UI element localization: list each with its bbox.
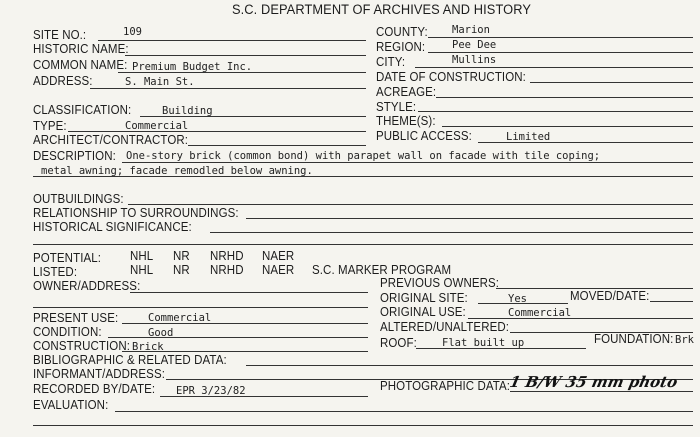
present-use-label: PRESENT USE:	[33, 311, 119, 325]
county-value[interactable]: Marion	[452, 24, 490, 36]
listed-nrhd[interactable]: NRHD	[210, 263, 244, 277]
relationship-label: RELATIONSHIP TO SURROUNDINGS:	[33, 206, 239, 220]
roof-value[interactable]: Flat built up	[442, 337, 525, 349]
address-value[interactable]: S. Main St.	[125, 76, 195, 88]
city-value[interactable]: Mullins	[452, 54, 497, 66]
evaluation-label: EVALUATION:	[33, 398, 109, 412]
foundation-value[interactable]: Brk	[675, 334, 694, 346]
marker-program[interactable]: S.C. MARKER PROGRAM	[312, 263, 452, 277]
site-no-label: SITE NO.:	[33, 28, 87, 42]
altered-label: ALTERED/UNALTERED:	[380, 320, 510, 334]
condition-label: CONDITION:	[33, 325, 102, 339]
architect-label: ARCHITECT/CONTRACTOR:	[33, 133, 189, 147]
classification-label: CLASSIFICATION:	[33, 103, 132, 117]
present-use-value[interactable]: Commercial	[148, 312, 212, 324]
common-name-value[interactable]: Premium Budget Inc.	[132, 61, 253, 73]
photographic-value[interactable]: 1 B/W 35 mm photo	[508, 373, 680, 391]
public-access-label: PUBLIC ACCESS:	[376, 129, 472, 143]
form-title: S.C. DEPARTMENT OF ARCHIVES AND HISTORY	[232, 2, 531, 17]
classification-value[interactable]: Building	[162, 105, 213, 117]
city-label: CITY:	[376, 55, 406, 69]
common-name-label: COMMON NAME:	[33, 58, 128, 72]
listed-nhl[interactable]: NHL	[130, 263, 154, 277]
type-label: TYPE:	[33, 119, 67, 133]
recorded-label: RECORDED BY/DATE:	[33, 382, 156, 396]
construction-value[interactable]: Brick	[132, 341, 164, 353]
potential-nr[interactable]: NR	[173, 249, 190, 263]
description-label: DESCRIPTION:	[33, 149, 116, 163]
address-label: ADDRESS:	[33, 74, 93, 88]
potential-nrhd[interactable]: NRHD	[210, 249, 244, 263]
photographic-label: PHOTOGRAPHIC DATA:	[380, 379, 511, 393]
type-value[interactable]: Commercial	[125, 120, 189, 132]
public-access-value[interactable]: Limited	[506, 131, 551, 143]
date-construction-label: DATE OF CONSTRUCTION:	[376, 70, 526, 84]
description-line-1[interactable]: One-story brick (common bond) with parapet wall on facade with tile coping;	[126, 150, 601, 162]
listed-nr[interactable]: NR	[173, 263, 190, 277]
original-site-value[interactable]: Yes	[508, 293, 527, 305]
original-use-value[interactable]: Commercial	[508, 307, 572, 319]
themes-label: THEME(S):	[376, 114, 436, 128]
listed-naer[interactable]: NAER	[262, 263, 295, 277]
original-site-label: ORIGINAL SITE:	[380, 291, 468, 305]
significance-label: HISTORICAL SIGNIFICANCE:	[33, 220, 192, 234]
condition-value[interactable]: Good	[148, 327, 174, 339]
moved-date-label: MOVED/DATE:	[570, 289, 650, 303]
county-label: COUNTY:	[376, 25, 428, 39]
outbuildings-label: OUTBUILDINGS:	[33, 192, 124, 206]
original-use-label: ORIGINAL USE:	[380, 305, 466, 319]
site-no-value[interactable]: 109	[123, 26, 142, 38]
previous-owners-label: PREVIOUS OWNERS:	[380, 276, 500, 290]
informant-label: INFORMANT/ADDRESS:	[33, 367, 166, 381]
bibliographic-label: BIBLIOGRAPHIC & RELATED DATA:	[33, 353, 227, 367]
historic-name-label: HISTORIC NAME:	[33, 42, 129, 56]
region-value[interactable]: Pee Dee	[452, 39, 497, 51]
region-label: REGION:	[376, 40, 426, 54]
construction-label: CONSTRUCTION:	[33, 339, 131, 353]
listed-label: LISTED:	[33, 265, 78, 279]
recorded-value[interactable]: EPR 3/23/82	[176, 385, 246, 397]
owner-label: OWNER/ADDRESS:	[33, 279, 141, 293]
style-label: STYLE:	[376, 100, 417, 114]
potential-naer[interactable]: NAER	[262, 249, 295, 263]
acreage-label: ACREAGE:	[376, 85, 437, 99]
foundation-label: FOUNDATION:	[594, 332, 674, 346]
roof-label: ROOF:	[380, 336, 417, 350]
potential-nhl[interactable]: NHL	[130, 249, 154, 263]
description-line-2[interactable]: metal awning; facade remodled below awning.	[41, 165, 313, 177]
potential-label: POTENTIAL:	[33, 251, 102, 265]
